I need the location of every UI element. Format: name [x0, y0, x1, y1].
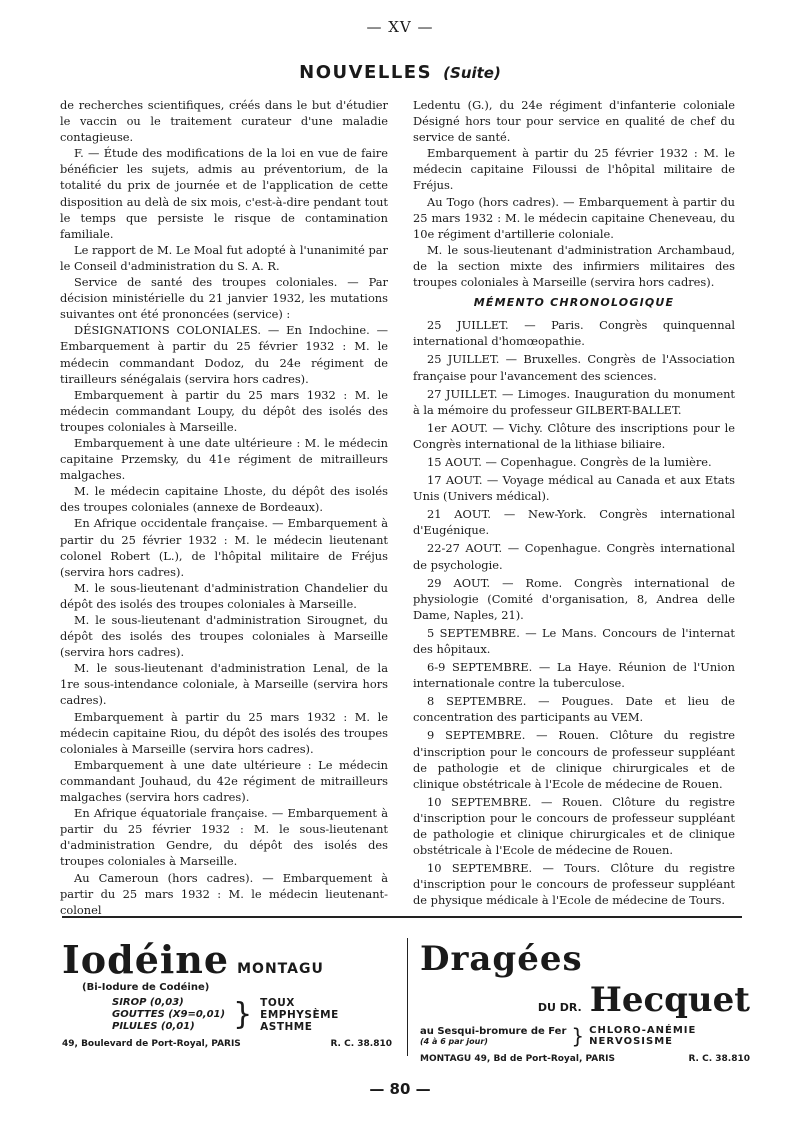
memento-item: 25 JUILLET. — Paris. Congrès quinquennal international d'homœopathie.: [413, 318, 735, 349]
paragraph: de recherches scientifiques, créés dans le but d'étudier le vaccin ou le traitement curateur d'une maladie contagieuse.: [60, 98, 388, 145]
memento-item: 10 SEPTEMBRE. — Rouen. Clôture du registre d'inscription pour le concours de professeur suppléant de pathologie et clinique chirurgicales et de clinique obstétricale à l'Ecole de médecine de Rouen.: [413, 794, 735, 858]
memento-item: 6-9 SEPTEMBRE. — La Haye. Réunion de l'Union internationale contre la tuberculose.: [413, 660, 735, 691]
advertisement-dragees: [420, 940, 750, 1064]
memento-item: 9 SEPTEMBRE. — Rouen. Clôture du registre d'inscription pour le concours de professeur suppléant de pathologie et de clinique chirurgicales et de clinique obstétricale à l'Ecole de médecine de Rouen.: [413, 728, 735, 791]
ad-name: Hecquet: [589, 980, 750, 1020]
paragraph: Embarquement à une date ultérieure : M. le médecin capitaine Przemsky, du 41e régiment de mitrailleurs malgaches.: [60, 435, 388, 483]
paragraph: Embarquement à partir du 25 février 1932 : M. le médecin capitaine Filoussi de l'hôpital militaire de Fréjus.: [413, 146, 735, 193]
section-suffix: (Suite): [443, 64, 501, 82]
paragraph: Au Togo (hors cadres). — Embarquement à partir du 25 mars 1932 : M. le médecin capitaine Cheneveau, du 10e régiment d'artillerie coloniale.: [413, 194, 735, 241]
ad-address: 49, Boulevard de Port-Royal, PARIS: [62, 1039, 241, 1049]
ad-indication: EMPHYSÈME: [260, 1009, 339, 1021]
paragraph: M. le sous-lieutenant d'administration Lenal, de la 1re sous-intendance coloniale, à Marseille (servira hors cadres).: [60, 661, 388, 708]
ad-brand: Dragées: [420, 939, 583, 979]
divider-rule: [62, 916, 742, 918]
memento-item: 27 JUILLET. — Limoges. Inauguration du monument à la mémoire du professeur GILBERT-BALLET.: [413, 386, 735, 417]
paragraph: Ledentu (G.), du 24e régiment d'infanterie coloniale Désigné hors tour pour service en qualité de chef du service de santé.: [413, 98, 735, 145]
ad-ref: R. C. 38.810: [330, 1039, 392, 1049]
memento-item: 15 AOUT. — Copenhague. Congrès de la lumière.: [427, 454, 712, 469]
paragraph: F. — Étude des modifications de la loi en vue de faire bénéficier les sujets, admis au préventorium, de la totalité du prix de journée et de l'application de cette disposition au delà de six mois, c'est-à-dire pendant tout le temps que persiste le risque de contamination familiale.: [60, 146, 388, 241]
memento-title: MÉMENTO CHRONOLOGIQUE: [473, 296, 675, 310]
ad-ref: R. C. 38.810: [688, 1054, 750, 1064]
memento-item: 17 AOUT. — Voyage médical au Canada et aux Etats Unis (Univers médical).: [413, 473, 735, 504]
ad-brand: Iodéine: [62, 937, 230, 982]
ad-dose: (4 à 6 par jour): [420, 1037, 488, 1046]
ad-dosage-item: SIROP (0,03): [112, 997, 184, 1008]
brace-glyph: }: [233, 997, 253, 1032]
ad-divider: [407, 938, 408, 1056]
page-number-top: — XV —: [366, 18, 434, 36]
paragraph: Le rapport de M. Le Moal fut adopté à l'unanimité par le Conseil d'administration du S. A. R.: [60, 242, 388, 273]
memento-item: 1er AOUT. — Vichy. Clôture des inscriptions pour le Congrès international de la lithiase biliaire.: [413, 420, 735, 451]
paragraph: Au Cameroun (hors cadres). — Embarquement à partir du 25 mars 1932 : M. le médecin lieutenant-colonel: [60, 870, 388, 917]
memento-item: 22-27 AOUT. — Copenhague. Congrès international de psychologie.: [413, 541, 735, 572]
right-column: [413, 97, 735, 909]
brace-glyph: }: [571, 1024, 585, 1048]
paragraph: En Afrique occidentale française. — Embarquement à partir du 25 février 1932 : M. le médecin lieutenant colonel Robert (L.), de l'hôpital militaire de Fréjus (servira hors cadres).: [60, 516, 388, 579]
ad-du-dr: DU DR.: [537, 1001, 582, 1014]
ad-composition: (Bi-Iodure de Codéine): [82, 982, 210, 993]
ad-indication: TOUX: [260, 997, 295, 1009]
ad-dosage-item: GOUTTES (X9=0,01): [112, 1009, 226, 1020]
ad-indication: ASTHME: [260, 1021, 313, 1033]
memento-item: 21 AOUT. — New-York. Congrès international d'Eugénique.: [413, 507, 735, 538]
section-title: NOUVELLES: [299, 62, 433, 83]
paragraph: M. le sous-lieutenant d'administration Chandelier du dépôt des isolés des troupes coloniales à Marseille.: [60, 580, 388, 611]
memento-item: 10 SEPTEMBRE. — Tours. Clôture du registre d'inscription pour le concours de professeur suppléant de physique médicale à l'Ecole de médecine de Tours.: [413, 861, 735, 908]
ad-dosage-item: PILULES (0,01): [112, 1021, 195, 1032]
paragraph: M. le médecin capitaine Lhoste, du dépôt des isolés des troupes coloniales (annexe de Bordeaux).: [60, 484, 388, 515]
paragraph: Embarquement à partir du 25 mars 1932 : M. le médecin capitaine Riou, du dépôt des isolés des troupes coloniales à Marseille (servira hors cadres).: [60, 709, 388, 756]
paragraph: Embarquement à partir du 25 mars 1932 : M. le médecin commandant Loupy, du dépôt des isolés des troupes coloniales à Marseille.: [60, 387, 388, 434]
memento-item: 25 JUILLET. — Bruxelles. Congrès de l'Association française pour l'avancement des sciences.: [413, 352, 735, 383]
ad-formula: au Sesqui-bromure de Fer: [420, 1026, 567, 1037]
memento-item: 29 AOUT. — Rome. Congrès international de physiologie (Comité d'organisation, 8, Andrea delle Dame, Naples, 21).: [413, 575, 735, 622]
paragraph: Service de santé des troupes coloniales. — Par décision ministérielle du 21 janvier 1932, les mutations suivantes ont été prononcées (service) :: [60, 275, 388, 322]
paragraph: Embarquement à une date ultérieure : Le médecin commandant Jouhaud, du 42e régiment de mitrailleurs malgaches (servira hors cadres).: [60, 757, 388, 805]
left-column: [60, 97, 388, 918]
memento-item: 8 SEPTEMBRE. — Pougues. Date et lieu de concentration des participants au VEM.: [413, 694, 735, 725]
paragraph: M. le sous-lieutenant d'administration Sirougnet, du dépôt des isolés des troupes coloniales à Marseille (servira hors cadres).: [60, 613, 388, 660]
ad-address: MONTAGU 49, Bd de Port-Royal, PARIS: [420, 1054, 616, 1064]
ad-indication: CHLORO-ANÉMIE: [589, 1025, 697, 1036]
section-header: [0, 62, 800, 83]
page-number-bottom: — 80 —: [369, 1080, 431, 1098]
paragraph: DÉSIGNATIONS COLONIALES. — En Indochine. — Embarquement à partir du 25 février 1932 : M. le médecin commandant Dodoz, du 24e régiment de tirailleurs sénégalais (servira hors cadres).: [60, 323, 388, 386]
paragraph: En Afrique équatoriale française. — Embarquement à partir du 25 février 1932 : M. le sous-lieutenant d'administration Gendre, du dépôt des isolés des troupes coloniales à Marseille.: [60, 806, 388, 869]
ad-maker: MONTAGU: [237, 961, 324, 977]
advertisement-iodeine: [62, 937, 392, 1049]
paragraph: M. le sous-lieutenant d'administration Archambaud, de la section mixte des infirmiers militaires des troupes coloniales à Marseille (servira hors cadres).: [413, 242, 735, 290]
memento-item: 5 SEPTEMBRE. — Le Mans. Concours de l'internat des hôpitaux.: [413, 625, 735, 656]
ad-indication: NERVOSISME: [589, 1036, 674, 1047]
